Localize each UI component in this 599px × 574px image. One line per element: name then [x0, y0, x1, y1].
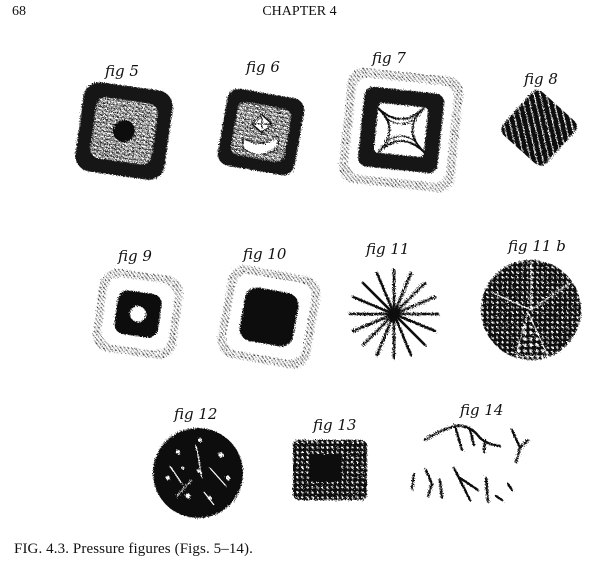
figure-label-7: fig 7: [372, 49, 406, 67]
figure-label-5: fig 5: [105, 62, 139, 80]
figure-14-drawing: [412, 426, 528, 502]
figure-label-10: fig 10: [243, 245, 287, 263]
figure-label-11: fig 11: [366, 240, 410, 258]
chapter-title: CHAPTER 4: [262, 4, 337, 19]
figure-5-drawing: [73, 80, 175, 182]
figure-label-12: fig 12: [174, 405, 218, 423]
figure-7-drawing: [337, 66, 464, 193]
figure-10-drawing: [215, 263, 324, 372]
figure-11b-drawing: [481, 260, 581, 360]
figure-label-8: fig 8: [524, 70, 558, 88]
figure-label-14: fig 14: [460, 401, 504, 419]
figure-label-6: fig 6: [246, 58, 280, 76]
figure-8-drawing: [498, 87, 580, 169]
figure-6-drawing: [216, 87, 306, 177]
figure-label-13: fig 13: [313, 416, 357, 434]
figure-9-drawing: [91, 267, 186, 362]
figure-caption: FIG. 4.3. Pressure figures (Figs. 5–14).: [14, 541, 253, 557]
figure-13-drawing: [293, 440, 367, 500]
figure-12-drawing: [153, 428, 243, 518]
figure-label-11b: fig 11 b: [508, 237, 566, 255]
figure-11-drawing: [350, 270, 438, 358]
page-number: 68: [12, 4, 26, 19]
figure-label-9: fig 9: [118, 247, 152, 265]
